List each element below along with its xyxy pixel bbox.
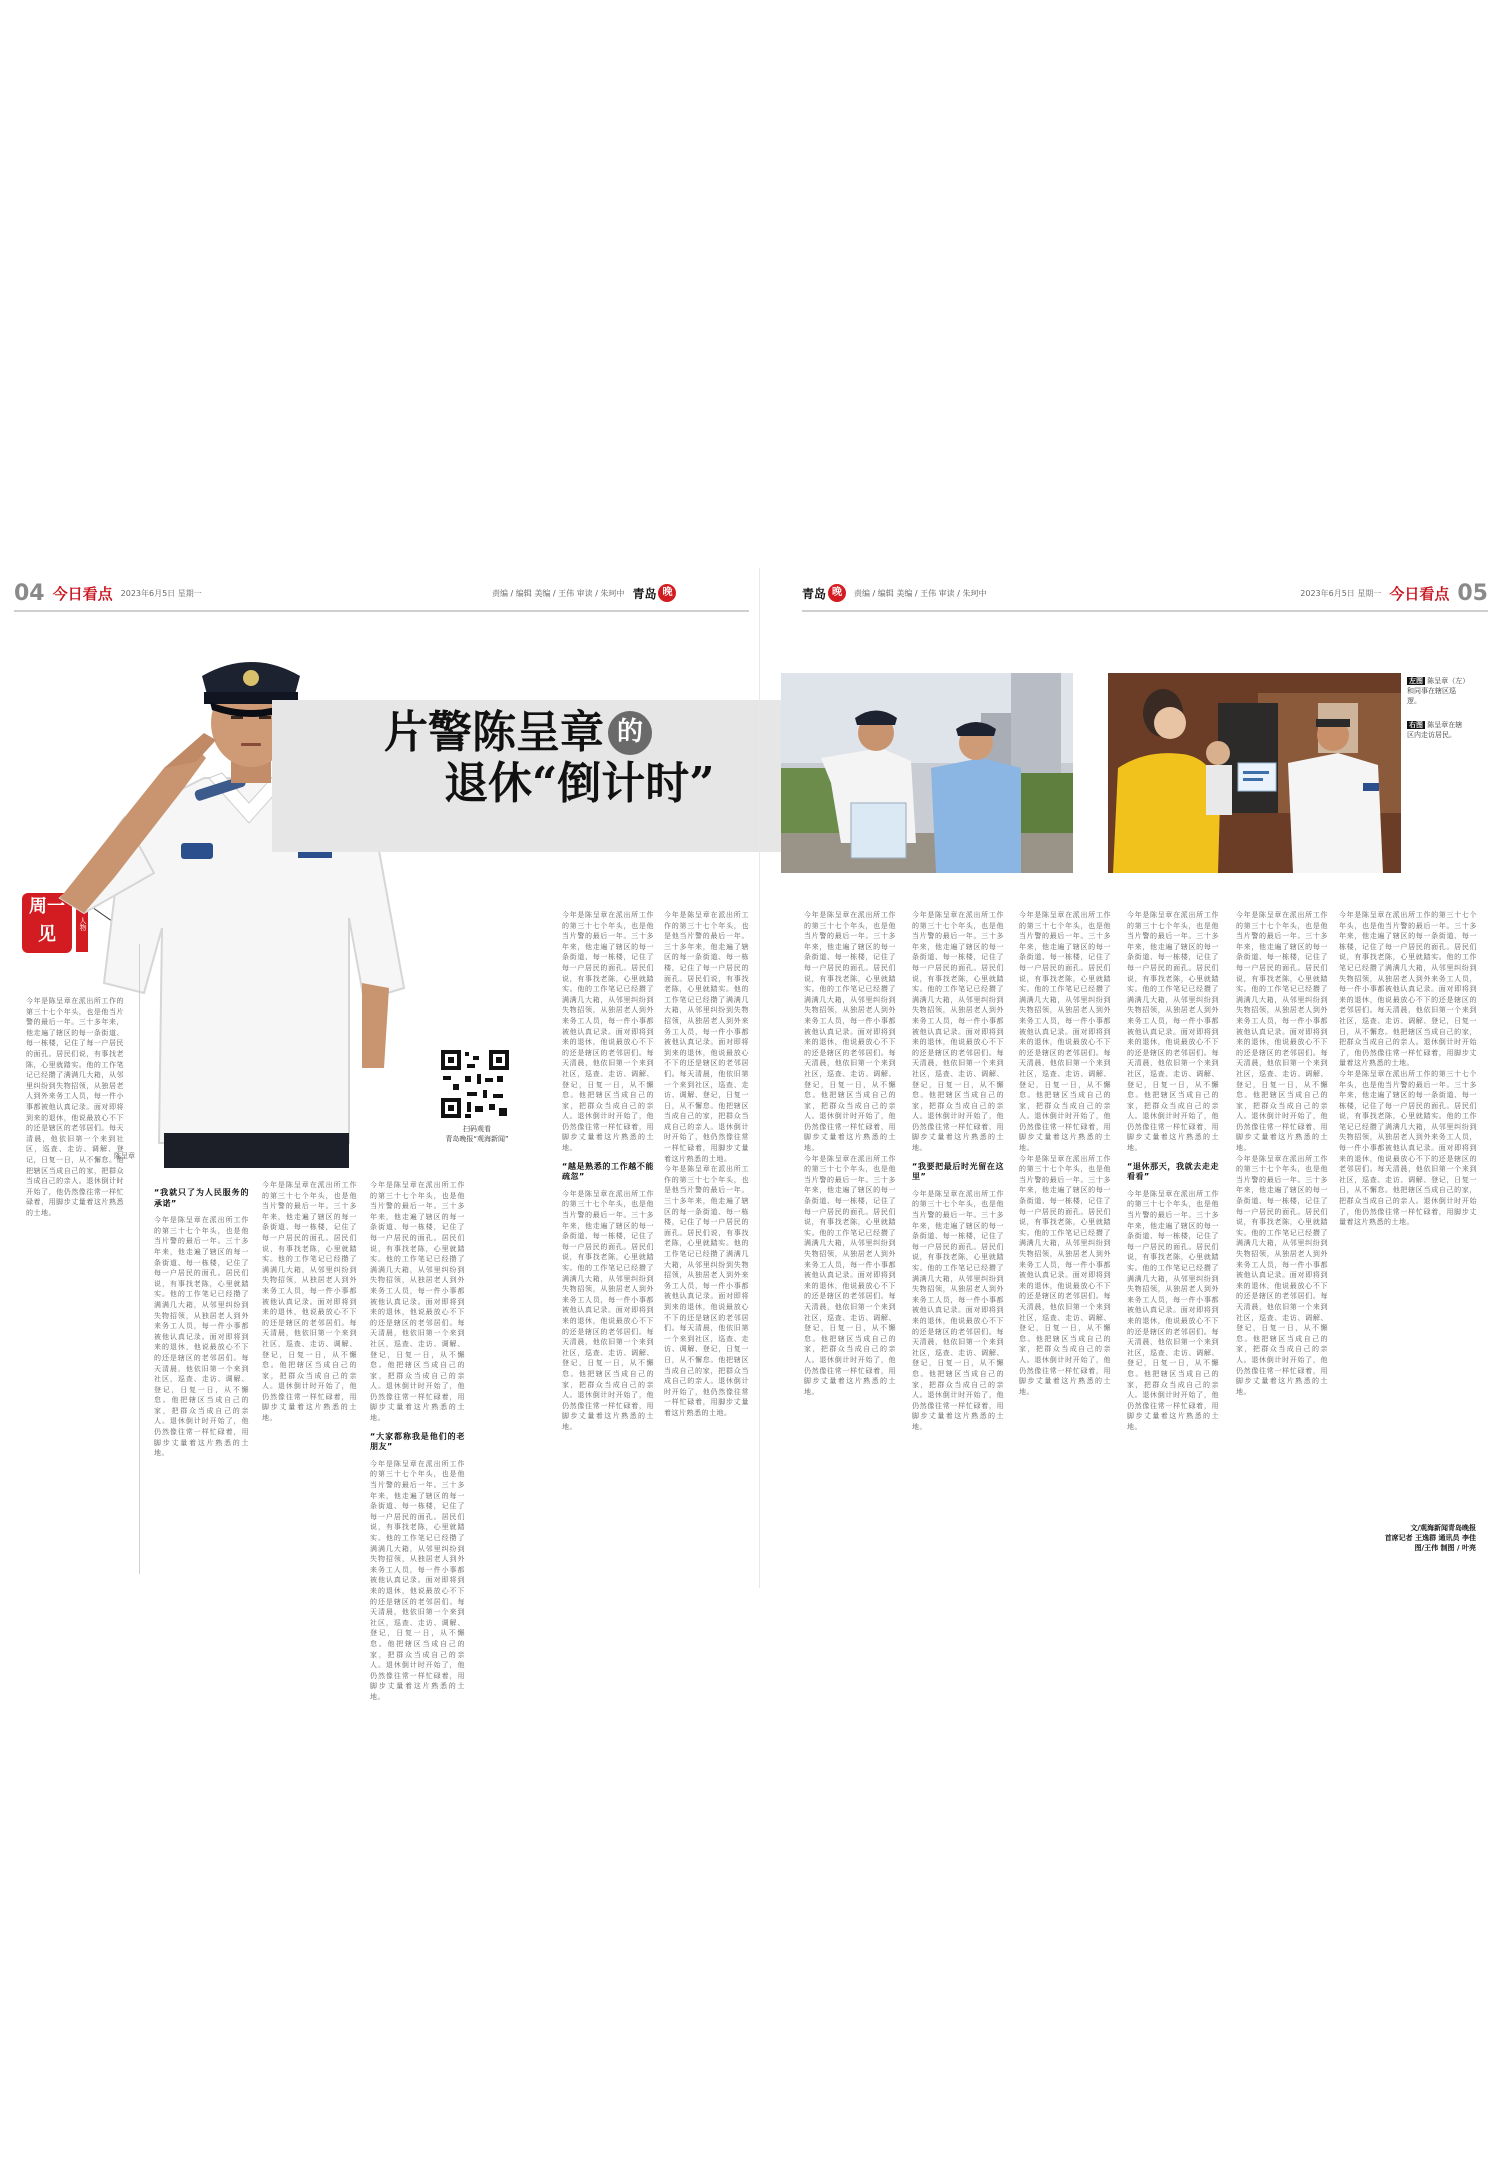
- weekly-badge: 周一见: [22, 893, 72, 953]
- headline-part2: 退休“倒计时”: [444, 757, 715, 809]
- column-text: 今年是陈呈章在派出所工作的第三十七个年头，也是他当片警的最后一年。三十多年来，他走遍了辖区的每一条街道、每一栋楼，记住了每一户居民的面孔。居民们说，有事找老陈，心里就踏实。他的工作笔记已经攒了满满几大箱，从邻里纠纷到失物招领，从独居老人到外来务工人员，每一件小事都被他认真记录。面对即将到来的退休，他说最放心不下的还是辖区的老邻居们。每天清晨，他依旧第一个来到社区，巡查、走访、调解、登记，日复一日，从不懈怠。他把辖区当成自己的家，把群众当成自己的亲人。退休倒计时开始了，他仍然像往常一样忙碌着，用脚步丈量着这片熟悉的土地。: [664, 911, 749, 1163]
- article-column: [912, 910, 1004, 1580]
- left-date: 2023年6月5日 星期一: [120, 588, 202, 598]
- headline-de-circle: 的: [608, 711, 652, 755]
- page-gutter: [759, 568, 760, 1588]
- column-text: 今年是陈呈章在派出所工作的第三十七个年头，也是他当片警的最后一年。三十多年来，他走遍了辖区的每一条街道、每一栋楼，记住了每一户居民的面孔。居民们说，有事找老陈，心里就踏实。他的工作笔记已经攒了满满几大箱，从邻里纠纷到失物招领，从独居老人到外来务工人员，每一件小事都被他认真记录。面对即将到来的退休，他说最放心不下的还是辖区的老邻居们。每天清晨，他依旧第一个来到社区，巡查、走访、调解、登记，日复一日，从不懈怠。他把辖区当成自己的家，把群众当成自己的亲人。退休倒计时开始了，他仍然像往常一样忙碌着，用脚步丈量着这片熟悉的土地。: [562, 1189, 654, 1431]
- column-text: 今年是陈呈章在派出所工作的第三十七个年头，也是他当片警的最后一年。三十多年来，他走遍了辖区的每一条街道、每一栋楼，记住了每一户居民的面孔。居民们说，有事找老陈，心里就踏实。他的工作笔记已经攒了满满几大箱，从邻里纠纷到失物招领，从独居老人到外来务工人员，每一件小事都被他认真记录。面对即将到来的退休，他说最放心不下的还是辖区的老邻居们。每天清晨，他依旧第一个来到社区，巡查、走访、调解、登记，日复一日，从不懈怠。他把辖区当成自己的家，把群众当成自己的亲人。退休倒计时开始了，他仍然像往常一样忙碌着，用脚步丈量着这片熟悉的土地。: [562, 911, 654, 1153]
- article-column: [1019, 910, 1111, 1580]
- column-text: 今年是陈呈章在派出所工作的第三十七个年头，也是他当片警的最后一年。三十多年来，他走遍了辖区的每一条街道、每一栋楼，记住了每一户居民的面孔。居民们说，有事找老陈，心里就踏实。他的工作笔记已经攒了满满几大箱，从邻里纠纷到失物招领，从独居老人到外来务工人员，每一件小事都被他认真记录。面对即将到来的退休，他说最放心不下的还是辖区的老邻居们。每天清晨，他依旧第一个来到社区，巡查、走访、调解、登记，日复一日，从不懈怠。他把辖区当成自己的家，把群众当成自己的亲人。退休倒计时开始了，他仍然像往常一样忙碌着，用脚步丈量着这片熟悉的土地。: [1236, 911, 1328, 1153]
- left-page-number: 04: [14, 580, 45, 606]
- left-page: [14, 568, 749, 1701]
- right-date: 2023年6月5日 星期一: [1300, 588, 1382, 598]
- left-section-title: 今日看点: [52, 584, 113, 603]
- right-header: [1300, 580, 1488, 606]
- article-column: [154, 1180, 249, 1580]
- masthead-logo: 青岛 晚: [632, 584, 676, 602]
- column-text: 今年是陈呈章在派出所工作的第三十七个年头，也是他当片警的最后一年。三十多年来，他走遍了辖区的每一条街道、每一栋楼，记住了每一户居民的面孔。居民们说，有事找老陈，心里就踏实。他的工作笔记已经攒了满满几大箱，从邻里纠纷到失物招领，从独居老人到外来务工人员，每一件小事都被他认真记录。面对即将到来的退休，他说最放心不下的还是辖区的老邻居们。每天清晨，他依旧第一个来到社区，巡查、走访、调解、登记，日复一日，从不懈怠。他把辖区当成自己的家，把群众当成自己的亲人。退休倒计时开始了，他仍然像往常一样忙碌着，用脚步丈量着这片熟悉的土地。: [1339, 1069, 1477, 1227]
- photo-captions: [1407, 676, 1467, 754]
- column-text: 今年是陈呈章在派出所工作的第三十七个年头，也是他当片警的最后一年。三十多年来，他走遍了辖区的每一条街道、每一栋楼，记住了每一户居民的面孔。居民们说，有事找老陈，心里就踏实。他的工作笔记已经攒了满满几大箱，从邻里纠纷到失物招领，从独居老人到外来务工人员，每一件小事都被他认真记录。面对即将到来的退休，他说最放心不下的还是辖区的老邻居们。每天清晨，他依旧第一个来到社区，巡查、走访、调解、登记，日复一日，从不懈怠。他把辖区当成自己的家，把群众当成自己的亲人。退休倒计时开始了，他仍然像往常一样忙碌着，用脚步丈量着这片熟悉的土地。: [804, 911, 896, 1153]
- photo-caption: 右图 陈呈章在辖区内走访居民。: [1407, 721, 1463, 739]
- article-column: [370, 1180, 465, 1701]
- newspaper-spread: [14, 568, 1488, 1701]
- left-header: [14, 580, 202, 606]
- article-column: [562, 910, 654, 1580]
- column-text: 今年是陈呈章在派出所工作的第三十七个年头，也是他当片警的最后一年。三十多年来，他走遍了辖区的每一条街道、每一栋楼，记住了每一户居民的面孔。居民们说，有事找老陈，心里就踏实。他的工作笔记已经攒了满满几大箱，从邻里纠纷到失物招领，从独居老人到外来务工人员，每一件小事都被他认真记录。面对即将到来的退休，他说最放心不下的还是辖区的老邻居们。每天清晨，他依旧第一个来到社区，巡查、走访、调解、登记，日复一日，从不懈怠。他把辖区当成自己的家，把群众当成自己的亲人。退休倒计时开始了，他仍然像往常一样忙碌着，用脚步丈量着这片熟悉的土地。: [262, 1181, 357, 1423]
- right-section-title: 今日看点: [1389, 584, 1450, 603]
- weekly-badge-side: 人物: [76, 896, 88, 952]
- column-text: 今年是陈呈章在派出所工作的第三十七个年头，也是他当片警的最后一年。三十多年来，他走遍了辖区的每一条街道、每一栋楼，记住了每一户居民的面孔。居民们说，有事找老陈，心里就踏实。他的工作笔记已经攒了满满几大箱，从邻里纠纷到失物招领，从独居老人到外来务工人员，每一件小事都被他认真记录。面对即将到来的退休，他说最放心不下的还是辖区的老邻居们。每天清晨，他依旧第一个来到社区，巡查、走访、调解、登记，日复一日，从不懈怠。他把辖区当成自己的家，把群众当成自己的亲人。退休倒计时开始了，他仍然像往常一样忙碌着，用脚步丈量着这片熟悉的土地。: [1127, 1189, 1219, 1431]
- subheading: “我要把最后时光留在这里”: [912, 1161, 1004, 1182]
- article-column: [1236, 910, 1328, 1515]
- left-column-rule: [139, 944, 140, 1574]
- column-text: 今年是陈呈章在派出所工作的第三十七个年头，也是他当片警的最后一年。三十多年来，他走遍了辖区的每一条街道、每一栋楼，记住了每一户居民的面孔。居民们说，有事找老陈，心里就踏实。他的工作笔记已经攒了满满几大箱，从邻里纠纷到失物招领，从独居老人到外来务工人员，每一件小事都被他认真记录。面对即将到来的退休，他说最放心不下的还是辖区的老邻居们。每天清晨，他依旧第一个来到社区，巡查、走访、调解、登记，日复一日，从不懈怠。他把辖区当成自己的家，把群众当成自己的亲人。退休倒计时开始了，他仍然像往常一样忙碌着，用脚步丈量着这片熟悉的土地。: [804, 1154, 896, 1396]
- left-header-right: [492, 580, 676, 606]
- patrol-photo: [781, 673, 1073, 873]
- subheading: “大家都称我是他们的老朋友”: [370, 1431, 465, 1452]
- column-text: 今年是陈呈章在派出所工作的第三十七个年头，也是他当片警的最后一年。三十多年来，他走遍了辖区的每一条街道、每一栋楼，记住了每一户居民的面孔。居民们说，有事找老陈，心里就踏实。他的工作笔记已经攒了满满几大箱，从邻里纠纷到失物招领，从独居老人到外来务工人员，每一件小事都被他认真记录。面对即将到来的退休，他说最放心不下的还是辖区的老邻居们。每天清晨，他依旧第一个来到社区，巡查、走访、调解、登记，日复一日，从不懈怠。他把辖区当成自己的家，把群众当成自己的亲人。退休倒计时开始了，他仍然像往常一样忙碌着，用脚步丈量着这片熟悉的土地。: [370, 1181, 465, 1423]
- headline: [384, 708, 715, 809]
- column-text: 今年是陈呈章在派出所工作的第三十七个年头，也是他当片警的最后一年。三十多年来，他走遍了辖区的每一条街道、每一栋楼，记住了每一户居民的面孔。居民们说，有事找老陈，心里就踏实。他的工作笔记已经攒了满满几大箱，从邻里纠纷到失物招领，从独居老人到外来务工人员，每一件小事都被他认真记录。面对即将到来的退休，他说最放心不下的还是辖区的老邻居们。每天清晨，他依旧第一个来到社区，巡查、走访、调解、登记，日复一日，从不懈怠。他把辖区当成自己的家，把群众当成自己的亲人。退休倒计时开始了，他仍然像往常一样忙碌着，用脚步丈量着这片熟悉的土地。: [1019, 1154, 1111, 1396]
- qr-caption: 扫码观看 青岛晚报“观海新闻”: [445, 1125, 509, 1143]
- column-text: 今年是陈呈章在派出所工作的第三十七个年头，也是他当片警的最后一年。三十多年来，他走遍了辖区的每一条街道、每一栋楼，记住了每一户居民的面孔。居民们说，有事找老陈，心里就踏实。他的工作笔记已经攒了满满几大箱，从邻里纠纷到失物招领，从独居老人到外来务工人员，每一件小事都被他认真记录。面对即将到来的退休，他说最放心不下的还是辖区的老邻居们。每天清晨，他依旧第一个来到社区，巡查、走访、调解、登记，日复一日，从不懈怠。他把辖区当成自己的家，把群众当成自己的亲人。退休倒计时开始了，他仍然像往常一样忙碌着，用脚步丈量着这片熟悉的土地。: [664, 1165, 749, 1417]
- column-text: 今年是陈呈章在派出所工作的第三十七个年头，也是他当片警的最后一年。三十多年来，他走遍了辖区的每一条街道、每一栋楼，记住了每一户居民的面孔。居民们说，有事找老陈，心里就踏实。他的工作笔记已经攒了满满几大箱，从邻里纠纷到失物招领，从独居老人到外来务工人员，每一件小事都被他认真记录。面对即将到来的退休，他说最放心不下的还是辖区的老邻居们。每天清晨，他依旧第一个来到社区，巡查、走访、调解、登记，日复一日，从不懈怠。他把辖区当成自己的家，把群众当成自己的亲人。退休倒计时开始了，他仍然像往常一样忙碌着，用脚步丈量着这片熟悉的土地。: [912, 1189, 1004, 1431]
- masthead-logo: 青岛 晚: [802, 584, 846, 602]
- qr-code-icon: [439, 1048, 511, 1120]
- headline-part1: 片警陈呈章: [384, 707, 604, 758]
- subheading: “越是熟悉的工作越不能疏忽”: [562, 1161, 654, 1182]
- column-text: 今年是陈呈章在派出所工作的第三十七个年头，也是他当片警的最后一年。三十多年来，他走遍了辖区的每一条街道、每一栋楼，记住了每一户居民的面孔。居民们说，有事找老陈，心里就踏实。他的工作笔记已经攒了满满几大箱，从邻里纠纷到失物招领，从独居老人到外来务工人员，每一件小事都被他认真记录。面对即将到来的退休，他说最放心不下的还是辖区的老邻居们。每天清晨，他依旧第一个来到社区，巡查、走访、调解、登记，日复一日，从不懈怠。他把辖区当成自己的家，把群众当成自己的亲人。退休倒计时开始了，他仍然像往常一样忙碌着，用脚步丈量着这片熟悉的土地。: [1236, 1154, 1328, 1396]
- article-column: [262, 1180, 357, 1580]
- article-column: [804, 910, 896, 1580]
- column-text: 今年是陈呈章在派出所工作的第三十七个年头，也是他当片警的最后一年。三十多年来，他走遍了辖区的每一条街道、每一栋楼，记住了每一户居民的面孔。居民们说，有事找老陈，心里就踏实。他的工作笔记已经攒了满满几大箱，从邻里纠纷到失物招领，从独居老人到外来务工人员，每一件小事都被他认真记录。面对即将到来的退休，他说最放心不下的还是辖区的老邻居们。每天清晨，他依旧第一个来到社区，巡查、走访、调解、登记，日复一日，从不懈怠。他把辖区当成自己的家，把群众当成自己的亲人。退休倒计时开始了，他仍然像往常一样忙碌着，用脚步丈量着这片熟悉的土地。: [154, 1216, 249, 1458]
- byline: 文/观海新闻青岛晚报 首席记者 王逸群 通讯员 李佳 图/王伟 制图 / 叶亮: [1384, 1524, 1476, 1552]
- photo-caption: 左图 陈呈章（左）和同事在辖区巡逻。: [1407, 677, 1466, 705]
- right-editors: 责编 / 编辑 美编 / 王伟 审读 / 朱珂中: [854, 588, 987, 598]
- article-column: [1127, 910, 1219, 1580]
- left-editors: 责编 / 编辑 美编 / 王伟 审读 / 朱珂中: [492, 588, 625, 598]
- article-column: 今年是陈呈章在派出所工作的第三十七个年头，也是他当片警的最后一年。三十多年来，他走遍了辖区的每一条街道、每一栋楼，记住了每一户居民的面孔。居民们说，有事找老陈，心里就踏实。他的工作笔记已经攒了满满几大箱，从邻里纠纷到失物招领，从独居老人到外来务工人员，每一件小事都被他认真记录。面对即将到来的退休，他说最放心不下的还是辖区的老邻居们。每天清晨，他依旧第一个来到社区，巡查、走访、调解、登记，日复一日，从不懈怠。他把辖区当成自己的家，把群众当成自己的亲人。退休倒计时开始了，他仍然像往常一样忙碌着，用脚步丈量着这片熟悉的土地。: [26, 997, 124, 1217]
- column-text: 今年是陈呈章在派出所工作的第三十七个年头，也是他当片警的最后一年。三十多年来，他走遍了辖区的每一条街道、每一栋楼，记住了每一户居民的面孔。居民们说，有事找老陈，心里就踏实。他的工作笔记已经攒了满满几大箱，从邻里纠纷到失物招领，从独居老人到外来务工人员，每一件小事都被他认真记录。面对即将到来的退休，他说最放心不下的还是辖区的老邻居们。每天清晨，他依旧第一个来到社区，巡查、走访、调解、登记，日复一日，从不懈怠。他把辖区当成自己的家，把群众当成自己的亲人。退休倒计时开始了，他仍然像往常一样忙碌着，用脚步丈量着这片熟悉的土地。: [912, 911, 1004, 1153]
- residents-visit-photo: [1108, 673, 1401, 873]
- column-text: 今年是陈呈章在派出所工作的第三十七个年头，也是他当片警的最后一年。三十多年来，他走遍了辖区的每一条街道、每一栋楼，记住了每一户居民的面孔。居民们说，有事找老陈，心里就踏实。他的工作笔记已经攒了满满几大箱，从邻里纠纷到失物招领，从独居老人到外来务工人员，每一件小事都被他认真记录。面对即将到来的退休，他说最放心不下的还是辖区的老邻居们。每天清晨，他依旧第一个来到社区，巡查、走访、调解、登记，日复一日，从不懈怠。他把辖区当成自己的家，把群众当成自己的亲人。退休倒计时开始了，他仍然像往常一样忙碌着，用脚步丈量着这片熟悉的土地。: [1019, 911, 1111, 1153]
- column-text: 今年是陈呈章在派出所工作的第三十七个年头，也是他当片警的最后一年。三十多年来，他走遍了辖区的每一条街道、每一栋楼，记住了每一户居民的面孔。居民们说，有事找老陈，心里就踏实。他的工作笔记已经攒了满满几大箱，从邻里纠纷到失物招领，从独居老人到外来务工人员，每一件小事都被他认真记录。面对即将到来的退休，他说最放心不下的还是辖区的老邻居们。每天清晨，他依旧第一个来到社区，巡查、走访、调解、登记，日复一日，从不懈怠。他把辖区当成自己的家，把群众当成自己的亲人。退休倒计时开始了，他仍然像往常一样忙碌着，用脚步丈量着这片熟悉的土地。: [1127, 911, 1219, 1153]
- column-text: 今年是陈呈章在派出所工作的第三十七个年头，也是他当片警的最后一年。三十多年来，他走遍了辖区的每一条街道、每一栋楼，记住了每一户居民的面孔。居民们说，有事找老陈，心里就踏实。他的工作笔记已经攒了满满几大箱，从邻里纠纷到失物招领，从独居老人到外来务工人员，每一件小事都被他认真记录。面对即将到来的退休，他说最放心不下的还是辖区的老邻居们。每天清晨，他依旧第一个来到社区，巡查、走访、调解、登记，日复一日，从不懈怠。他把辖区当成自己的家，把群众当成自己的亲人。退休倒计时开始了，他仍然像往常一样忙碌着，用脚步丈量着这片熟悉的土地。: [1339, 911, 1477, 1068]
- article-column: [1339, 910, 1477, 1515]
- right-header-left: [802, 580, 986, 606]
- subheading: “退休那天，我就去走走看看”: [1127, 1161, 1219, 1182]
- svg-text:陈呈章: 陈呈章: [114, 1152, 135, 1160]
- subheading: “我就只了为人民服务的承诺”: [154, 1188, 249, 1208]
- right-page-number: 05: [1457, 580, 1488, 606]
- left-header-rule: [14, 610, 749, 612]
- column-text: 今年是陈呈章在派出所工作的第三十七个年头，也是他当片警的最后一年。三十多年来，他走遍了辖区的每一条街道、每一栋楼，记住了每一户居民的面孔。居民们说，有事找老陈，心里就踏实。他的工作笔记已经攒了满满几大箱，从邻里纠纷到失物招领，从独居老人到外来务工人员，每一件小事都被他认真记录。面对即将到来的退休，他说最放心不下的还是辖区的老邻居们。每天清晨，他依旧第一个来到社区，巡查、走访、调解、登记，日复一日，从不懈怠。他把辖区当成自己的家，把群众当成自己的亲人。退休倒计时开始了，他仍然像往常一样忙碌着，用脚步丈量着这片熟悉的土地。: [370, 1459, 465, 1701]
- article-column: [664, 910, 749, 1580]
- right-header-rule: [802, 610, 1488, 612]
